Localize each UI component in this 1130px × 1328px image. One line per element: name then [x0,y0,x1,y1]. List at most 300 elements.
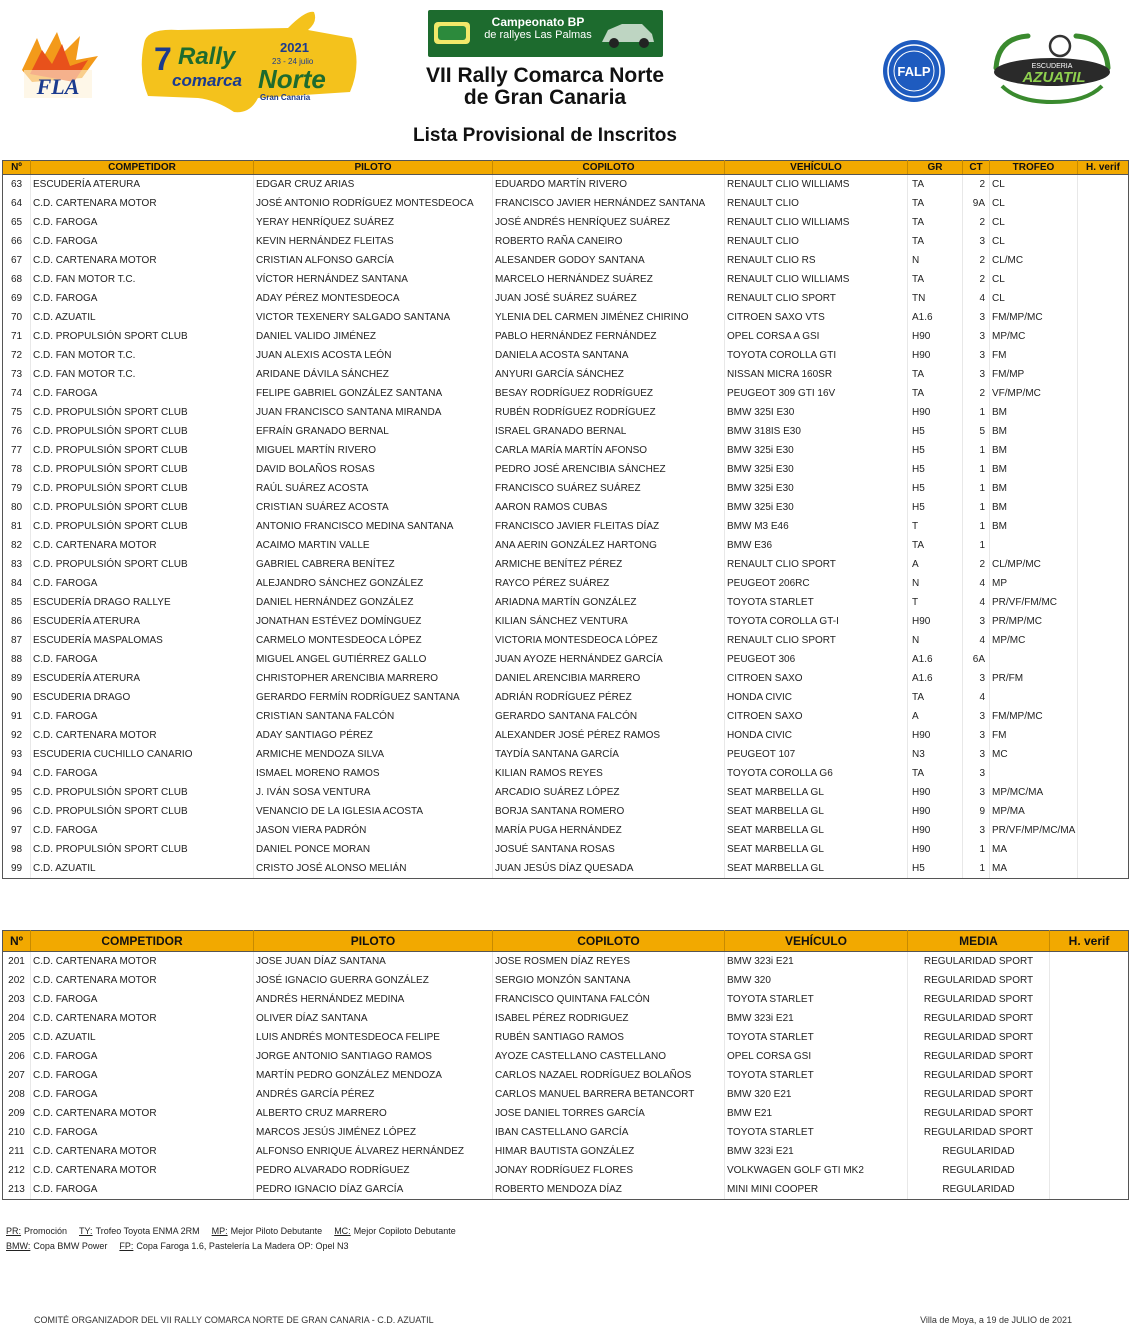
table-cell: 204 [3,1009,31,1028]
table-cell: RENAULT CLIO WILLIAMS [725,175,908,195]
bp-championship-banner [428,10,663,57]
table-cell: 1 [963,859,990,879]
legend-line-2 [6,1241,361,1251]
table-cell: 89 [3,669,31,688]
table-cell: 3 [963,764,990,783]
rally-comarca: comarca [172,71,242,90]
table-cell: 1 [963,840,990,859]
table-cell [1050,1009,1129,1028]
table-cell [1078,270,1129,289]
table-cell: REGULARIDAD SPORT [908,990,1050,1009]
table-cell: 3 [963,783,990,802]
table-cell: REGULARIDAD SPORT [908,1028,1050,1047]
table-cell: H90 [908,840,963,859]
table-cell: JOSÉ ANTONIO RODRÍGUEZ MONTESDEOCA [254,194,493,213]
table-cell: A [908,555,963,574]
table-cell [1050,1161,1129,1180]
table-cell: N3 [908,745,963,764]
table-cell: C.D. AZUATIL [31,308,254,327]
table-cell: 2 [963,251,990,270]
table-cell: 64 [3,194,31,213]
table-cell: BMW 325i E30 [725,498,908,517]
column-header: VEHÍCULO [725,931,908,952]
table-cell: 1 [963,479,990,498]
table-cell: ISABEL PÉREZ RODRIGUEZ [493,1009,725,1028]
table-cell: BMW 325i E30 [725,441,908,460]
table-cell: RAYCO PÉREZ SUÁREZ [493,574,725,593]
table-cell: IBAN CASTELLANO GARCÍA [493,1123,725,1142]
bp-banner-text [478,16,598,42]
table-cell: ALEXANDER JOSÉ PÉREZ RAMOS [493,726,725,745]
table-cell: 1 [963,403,990,422]
table-cell: SEAT MARBELLA GL [725,821,908,840]
table-cell: 74 [3,384,31,403]
table-cell: REGULARIDAD SPORT [908,1085,1050,1104]
table-row [3,1066,1129,1085]
table-cell: 68 [3,270,31,289]
table-cell: MARCOS JESÚS JIMÉNEZ LÓPEZ [254,1123,493,1142]
table-row [3,555,1129,574]
table-cell [1078,308,1129,327]
table-row [3,308,1129,327]
table-row [3,1123,1129,1142]
table-cell [990,764,1078,783]
table-cell: CARMELO MONTESDEOCA LÓPEZ [254,631,493,650]
table-cell: C.D. PROPULSIÓN SPORT CLUB [31,327,254,346]
table-cell: ESCUDERIA CUCHILLO CANARIO [31,745,254,764]
table-cell: TOYOTA COROLLA G6 [725,764,908,783]
entries-table-header [3,161,1129,175]
table-row [3,1180,1129,1200]
legend-key: PR: [6,1226,22,1236]
table-cell: 4 [963,289,990,308]
table-cell: VF/MP/MC [990,384,1078,403]
rally-region: Gran Canaria [260,93,311,102]
table-cell: ADRIÁN RODRÍGUEZ PÉREZ [493,688,725,707]
table-cell: 2 [963,175,990,195]
table-cell: TOYOTA STARLET [725,990,908,1009]
table-cell: 205 [3,1028,31,1047]
table-cell: TOYOTA COROLLA GT-I [725,612,908,631]
table-cell: SEAT MARBELLA GL [725,859,908,879]
table-cell: CHRISTOPHER ARENCIBIA MARRERO [254,669,493,688]
table-row [3,403,1129,422]
table-cell: 80 [3,498,31,517]
table-cell: TOYOTA STARLET [725,1123,908,1142]
table-cell: CRISTIAN ALFONSO GARCÍA [254,251,493,270]
table-cell: 3 [963,612,990,631]
table-cell: H5 [908,479,963,498]
table-cell: RUBÉN SANTIAGO RAMOS [493,1028,725,1047]
table-row [3,422,1129,441]
table-cell: REGULARIDAD [908,1161,1050,1180]
table-cell: CRISTIAN SUÁREZ ACOSTA [254,498,493,517]
table-cell: H90 [908,783,963,802]
table-cell: 209 [3,1104,31,1123]
table-cell: RAÚL SUÁREZ ACOSTA [254,479,493,498]
table-cell: MINI MINI COOPER [725,1180,908,1200]
table-cell: C.D. FAROGA [31,384,254,403]
table-cell: T [908,593,963,612]
table-cell: 3 [963,346,990,365]
table-cell: BESAY RODRÍGUEZ RODRÍGUEZ [493,384,725,403]
table-cell: JONAY RODRÍGUEZ FLORES [493,1161,725,1180]
table-cell: C.D. FAROGA [31,1066,254,1085]
table-cell: EDGAR CRUZ ARIAS [254,175,493,195]
azuatil-logo-text: AZUATIL [1022,69,1086,86]
azuatil-small-text: ESCUDERIA [1031,63,1073,70]
table-cell: ANYURI GARCÍA SÁNCHEZ [493,365,725,384]
table-row [3,346,1129,365]
table-cell: JOSUÉ SANTANA ROSAS [493,840,725,859]
table-cell: VICTORIA MONTESDEOCA LÓPEZ [493,631,725,650]
table-cell: VICTOR TEXENERY SALGADO SANTANA [254,308,493,327]
table-cell: JONATHAN ESTÉVEZ DOMÍNGUEZ [254,612,493,631]
table-cell: TA [908,194,963,213]
table-cell: A1.6 [908,669,963,688]
table-cell: 6A [963,650,990,669]
table-cell [1078,289,1129,308]
table-cell: 72 [3,346,31,365]
table-cell: C.D. FAROGA [31,1180,254,1200]
legend-key: FP: [119,1241,134,1251]
rally-dates: 23 - 24 julio [272,57,314,66]
table-row [3,1142,1129,1161]
table-cell: BM [990,441,1078,460]
table-cell: BMW 323i E21 [725,1142,908,1161]
table-cell: DANIEL PONCE MORAN [254,840,493,859]
table-cell: TOYOTA STARLET [725,593,908,612]
table-cell: CITROEN SAXO VTS [725,308,908,327]
table-cell: PEUGEOT 107 [725,745,908,764]
table-cell: H90 [908,726,963,745]
table-cell [1078,384,1129,403]
table-cell: OPEL CORSA A GSI [725,327,908,346]
rally-number: 7 [154,41,172,77]
table-cell: ESCUDERÍA MASPALOMAS [31,631,254,650]
table-cell: PEDRO JOSÉ ARENCIBIA SÁNCHEZ [493,460,725,479]
table-cell: H5 [908,441,963,460]
table-cell: 2 [963,213,990,232]
table-cell: 95 [3,783,31,802]
table-cell: ESCUDERÍA DRAGO RALLYE [31,593,254,612]
table-cell: 4 [963,688,990,707]
bp-shield-icon [432,18,472,48]
table-cell: C.D. CARTENARA MOTOR [31,726,254,745]
table-row [3,517,1129,536]
table-cell: JUAN JOSÉ SUÁREZ SUÁREZ [493,289,725,308]
table-cell: 1 [963,460,990,479]
table-cell: PR/MP/MC [990,612,1078,631]
table-cell: 201 [3,952,31,972]
table-row [3,631,1129,650]
table-row [3,194,1129,213]
column-header: COPILOTO [493,931,725,952]
table-cell: OPEL CORSA GSI [725,1047,908,1066]
table-cell [1078,479,1129,498]
table-cell [1050,1142,1129,1161]
table-cell: JUAN JESÚS DÍAZ QUESADA [493,859,725,879]
column-header: GR [908,161,963,175]
table-cell [1078,650,1129,669]
table-cell: C.D. CARTENARA MOTOR [31,536,254,555]
table-cell: C.D. AZUATIL [31,1028,254,1047]
table-cell: ANDRÉS HERNÁNDEZ MEDINA [254,990,493,1009]
table-row [3,1161,1129,1180]
table-cell: 212 [3,1161,31,1180]
table-cell: REGULARIDAD SPORT [908,952,1050,972]
legend-key: BMW: [6,1241,31,1251]
table-cell: FRANCISCO SUÁREZ SUÁREZ [493,479,725,498]
table-cell: 1 [963,441,990,460]
table-cell: 2 [963,384,990,403]
table-cell: C.D. FAROGA [31,650,254,669]
table-cell: DAVID BOLAÑOS ROSAS [254,460,493,479]
table-cell: MP/MA [990,802,1078,821]
table-row [3,574,1129,593]
table-cell: RENAULT CLIO SPORT [725,631,908,650]
table-cell: 202 [3,971,31,990]
column-header: VEHÍCULO [725,161,908,175]
table-cell: 98 [3,840,31,859]
table-cell: TAYDÍA SANTANA GARCÍA [493,745,725,764]
table-cell: H90 [908,403,963,422]
table-cell: NISSAN MICRA 160SR [725,365,908,384]
table-cell: TA [908,384,963,403]
table-cell: SEAT MARBELLA GL [725,783,908,802]
table-cell: C.D. PROPULSIÓN SPORT CLUB [31,498,254,517]
table-cell: 1 [963,517,990,536]
table-cell [1050,1047,1129,1066]
table-cell: 1 [963,498,990,517]
table-cell: ARIDANE DÁVILA SÁNCHEZ [254,365,493,384]
regularity-table-header [3,931,1129,952]
escuderia-azuatil-logo [988,28,1116,106]
table-cell: 73 [3,365,31,384]
table-cell: VÍCTOR HERNÁNDEZ SANTANA [254,270,493,289]
table-cell [1050,1104,1129,1123]
table-cell: RUBÉN RODRÍGUEZ RODRÍGUEZ [493,403,725,422]
table-cell: CRISTIAN SANTANA FALCÓN [254,707,493,726]
table-cell: FM/MP [990,365,1078,384]
table-cell [990,650,1078,669]
table-cell: 210 [3,1123,31,1142]
table-cell: MP [990,574,1078,593]
table-cell: PEUGEOT 206RC [725,574,908,593]
table-cell: 97 [3,821,31,840]
table-cell: REGULARIDAD [908,1142,1050,1161]
table-cell: MP/MC [990,631,1078,650]
table-cell: 203 [3,990,31,1009]
table-cell: C.D. AZUATIL [31,859,254,879]
table-cell: JOSE ROSMEN DÍAZ REYES [493,952,725,972]
table-cell: 4 [963,574,990,593]
table-cell: MP/MC/MA [990,783,1078,802]
table-cell: 9A [963,194,990,213]
bp-line2: de rallyes Las Palmas [484,29,592,41]
table-cell: PABLO HERNÁNDEZ FERNÁNDEZ [493,327,725,346]
table-cell: C.D. CARTENARA MOTOR [31,1142,254,1161]
legend-key: TY: [79,1226,93,1236]
table-cell: CARLA MARÍA MARTÍN AFONSO [493,441,725,460]
legend-line-1 [6,1226,468,1236]
table-cell [1078,574,1129,593]
table-cell: RENAULT CLIO [725,194,908,213]
table-cell: TA [908,688,963,707]
table-cell: FRANCISCO JAVIER HERNÁNDEZ SANTANA [493,194,725,213]
table-cell: C.D. FAROGA [31,1123,254,1142]
table-cell: 76 [3,422,31,441]
table-cell: 65 [3,213,31,232]
table-cell: 211 [3,1142,31,1161]
table-cell [1050,1085,1129,1104]
table-cell: H5 [908,460,963,479]
table-cell: 208 [3,1085,31,1104]
table-cell: TA [908,232,963,251]
table-cell: JUAN AYOZE HERNÁNDEZ GARCÍA [493,650,725,669]
table-cell: T [908,517,963,536]
table-cell [1078,365,1129,384]
column-header: H. verif [1050,931,1129,952]
table-cell [1050,1180,1129,1200]
column-header: PILOTO [254,931,493,952]
table-row [3,365,1129,384]
table-cell: FM/MP/MC [990,308,1078,327]
table-cell: MIGUEL MARTÍN RIVERO [254,441,493,460]
table-cell: KILIAN SÁNCHEZ VENTURA [493,612,725,631]
table-cell [1078,251,1129,270]
rally-comarca-norte-logo [138,8,363,114]
table-cell [1078,821,1129,840]
table-cell: DANIEL ARENCIBIA MARRERO [493,669,725,688]
footer-organizer: COMITÉ ORGANIZADOR DEL VII RALLY COMARCA NORTE DE GRAN CANARIA - C.D. AZUATIL [34,1315,434,1325]
table-cell: ESCUDERÍA ATERURA [31,175,254,195]
table-cell [1078,859,1129,879]
bp-line1: Campeonato BP [491,15,585,29]
table-cell: 75 [3,403,31,422]
table-cell: BM [990,422,1078,441]
table-cell: FM/MP/MC [990,707,1078,726]
table-cell: REGULARIDAD SPORT [908,1047,1050,1066]
table-cell: ALBERTO CRUZ MARRERO [254,1104,493,1123]
table-cell [1078,194,1129,213]
table-cell: ARMICHE MENDOZA SILVA [254,745,493,764]
table-cell [1050,1066,1129,1085]
rally-car-icon [598,16,658,52]
table-cell [1078,403,1129,422]
table-cell: 81 [3,517,31,536]
table-cell: 69 [3,289,31,308]
column-header: CT [963,161,990,175]
table-cell: TA [908,536,963,555]
table-cell: 87 [3,631,31,650]
table-cell: C.D. FAROGA [31,574,254,593]
table-cell: CL [990,289,1078,308]
table-cell: OLIVER DÍAZ SANTANA [254,1009,493,1028]
table-cell: REGULARIDAD SPORT [908,1066,1050,1085]
table-cell: BM [990,479,1078,498]
legend-value: Copa BMW Power [33,1241,108,1251]
table-row [3,840,1129,859]
table-cell: BMW 320 [725,971,908,990]
table-cell: CL [990,194,1078,213]
table-cell: MARTÍN PEDRO GONZÁLEZ MENDOZA [254,1066,493,1085]
table-cell: MA [990,859,1078,879]
table-row [3,232,1129,251]
table-cell: 5 [963,422,990,441]
table-cell: H5 [908,422,963,441]
table-cell: DANIEL HERNÁNDEZ GONZÁLEZ [254,593,493,612]
table-cell: MARCELO HERNÁNDEZ SUÁREZ [493,270,725,289]
table-cell: BORJA SANTANA ROMERO [493,802,725,821]
entries-table [2,160,1129,879]
table-cell: RENAULT CLIO SPORT [725,289,908,308]
footer-place-date: Villa de Moya, a 19 de JULIO de 2021 [920,1315,1072,1325]
table-cell: 82 [3,536,31,555]
table-cell: TA [908,175,963,195]
table-cell [1078,327,1129,346]
table-cell: SERGIO MONZÓN SANTANA [493,971,725,990]
table-cell [1078,517,1129,536]
table-cell: 91 [3,707,31,726]
table-cell: ISMAEL MORENO RAMOS [254,764,493,783]
table-cell: FM [990,726,1078,745]
table-cell: BM [990,517,1078,536]
table-cell: CL [990,232,1078,251]
table-cell: BM [990,460,1078,479]
table-cell [1078,555,1129,574]
table-cell [1050,971,1129,990]
table-cell: MC [990,745,1078,764]
table-cell: RENAULT CLIO SPORT [725,555,908,574]
table-cell: ESCUDERÍA ATERURA [31,669,254,688]
table-cell: 66 [3,232,31,251]
table-row [3,479,1129,498]
table-cell: CL/MC [990,251,1078,270]
table-cell: SEAT MARBELLA GL [725,840,908,859]
table-cell: REGULARIDAD SPORT [908,1104,1050,1123]
table-cell: TN [908,289,963,308]
table-cell [1050,952,1129,972]
table-row [3,384,1129,403]
table-cell: KEVIN HERNÁNDEZ FLEITAS [254,232,493,251]
table-row [3,802,1129,821]
table-cell: 207 [3,1066,31,1085]
table-cell: ISRAEL GRANADO BERNAL [493,422,725,441]
column-header: PILOTO [254,161,493,175]
table-cell: ALEJANDRO SÁNCHEZ GONZÁLEZ [254,574,493,593]
table-row [3,650,1129,669]
table-cell: BMW E36 [725,536,908,555]
table-cell: JASON VIERA PADRÓN [254,821,493,840]
table-cell: H5 [908,498,963,517]
falp-logo-text: FALP [897,64,931,79]
table-cell: EFRAÍN GRANADO BERNAL [254,422,493,441]
falp-logo [878,38,950,104]
table-row [3,859,1129,879]
table-cell: 3 [963,327,990,346]
table-cell [1078,802,1129,821]
table-cell: 213 [3,1180,31,1200]
table-cell: JUAN FRANCISCO SANTANA MIRANDA [254,403,493,422]
table-cell: FELIPE GABRIEL GONZÁLEZ SANTANA [254,384,493,403]
table-cell: C.D. CARTENARA MOTOR [31,1009,254,1028]
table-cell: C.D. FAROGA [31,213,254,232]
table-row [3,213,1129,232]
table-row [3,1028,1129,1047]
table-cell [1078,498,1129,517]
table-cell: 78 [3,460,31,479]
